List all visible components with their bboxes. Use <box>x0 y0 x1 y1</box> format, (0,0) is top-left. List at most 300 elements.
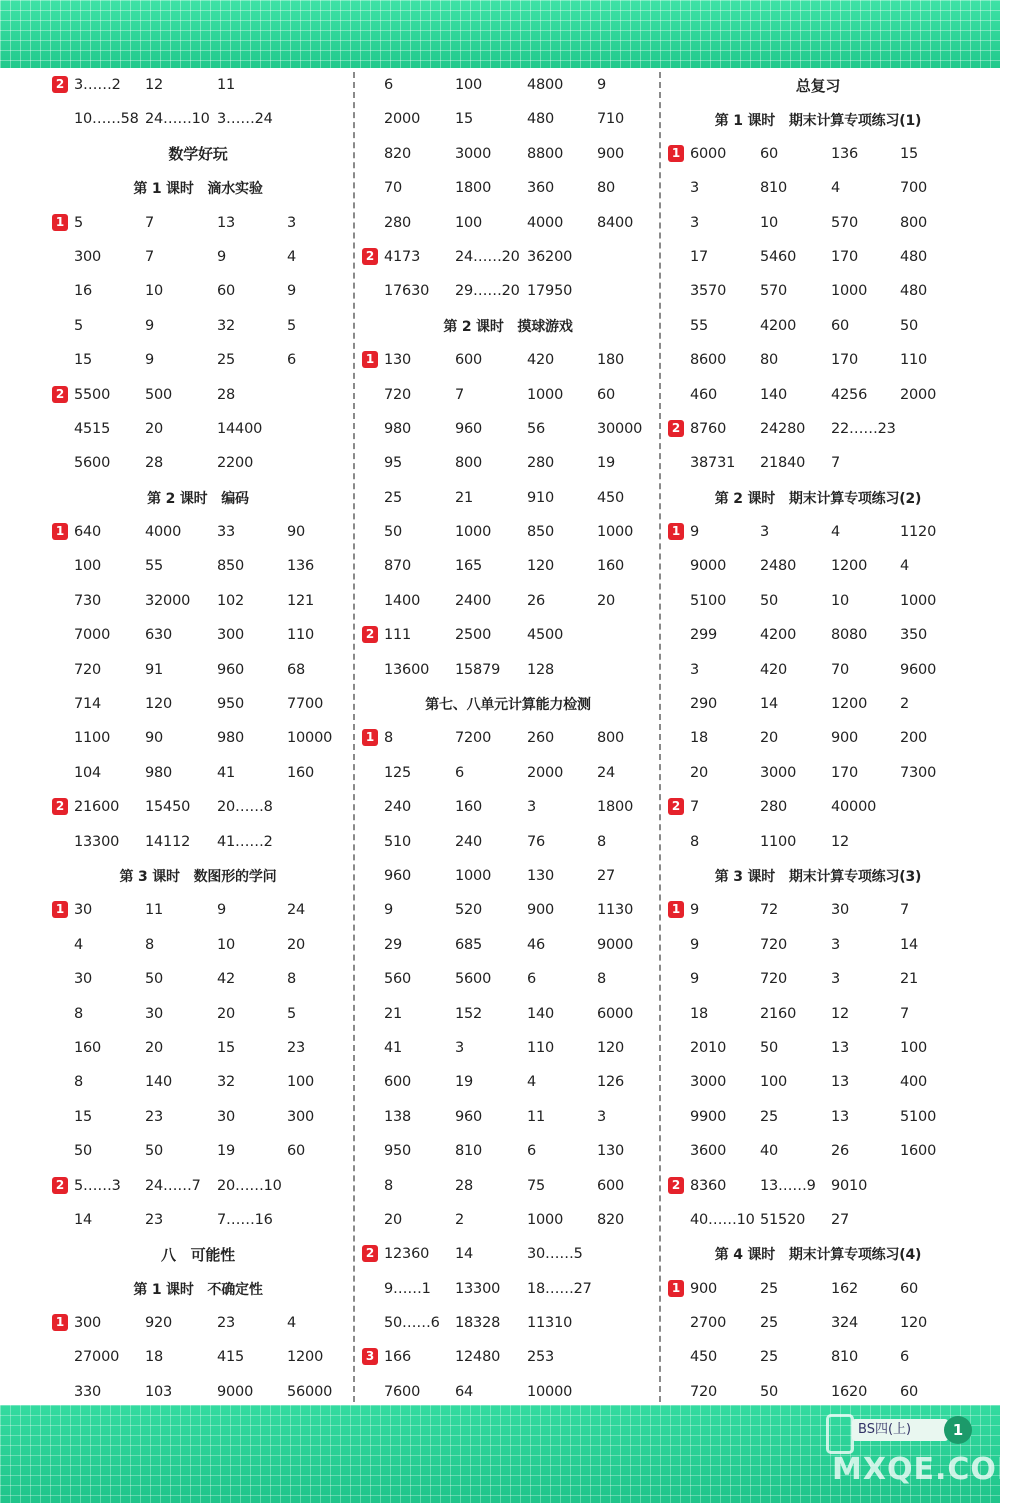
answer-value: 15 <box>217 1039 236 1056</box>
answer-value: 630 <box>145 627 173 644</box>
answer-value: 850 <box>527 524 555 541</box>
answer-value: 11 <box>145 902 164 919</box>
answer-value: 120 <box>527 558 555 575</box>
answer-value: 166 <box>384 1349 412 1366</box>
answer-value: 13 <box>831 1108 850 1125</box>
answer-value: 7000 <box>74 627 111 644</box>
answer-value: 27 <box>831 1211 850 1228</box>
answer-value: 4173 <box>384 248 421 265</box>
answer-row <box>362 825 654 859</box>
answer-value: 560 <box>384 971 412 988</box>
answer-value: 110 <box>527 1039 555 1056</box>
answer-value: 100 <box>455 77 483 93</box>
answer-value: 18 <box>690 730 709 747</box>
answer-value: 25 <box>384 489 403 506</box>
watermark-text: MXQE.COM <box>832 1452 1028 1487</box>
answer-value: 75 <box>527 1177 546 1194</box>
answer-row <box>52 274 344 308</box>
answer-value: 12360 <box>384 1246 430 1263</box>
answer-value: 520 <box>455 902 483 919</box>
answer-value: 415 <box>217 1349 245 1366</box>
answer-row <box>52 1340 344 1374</box>
answer-value: 32000 <box>145 592 191 609</box>
answer-row <box>668 1306 968 1340</box>
answer-value: 3……24 <box>217 111 273 128</box>
answer-value: 29 <box>384 936 403 953</box>
answer-value: 160 <box>597 558 625 575</box>
answer-row <box>52 343 344 377</box>
answer-row <box>668 997 968 1031</box>
section-heading: 八 可能性 <box>160 1245 235 1264</box>
answer-value: 2 <box>455 1211 465 1228</box>
answer-value: 50……6 <box>384 1315 440 1332</box>
answer-value: 330 <box>74 1383 102 1400</box>
answer-value: 60 <box>217 283 236 300</box>
answer-value: 21600 <box>74 799 120 816</box>
answer-value: 8 <box>287 971 297 988</box>
answer-row <box>362 721 654 755</box>
question-number-badge: 2 <box>52 386 68 403</box>
answer-value: 710 <box>597 111 625 128</box>
answer-value: 800 <box>455 455 483 472</box>
answer-value: 130 <box>384 352 412 369</box>
answer-row <box>52 756 344 790</box>
answer-value: 111 <box>384 627 412 644</box>
answer-row <box>52 825 344 859</box>
answer-value: 2700 <box>690 1315 727 1332</box>
section-heading: 第 2 课时 期末计算专项练习(2) <box>714 490 922 507</box>
answer-value: 18 <box>690 1005 709 1022</box>
answer-value: 126 <box>597 1074 625 1091</box>
answer-value: 1000 <box>455 524 492 541</box>
answer-value: 21 <box>384 1005 403 1022</box>
answer-value: 91 <box>145 661 164 678</box>
answer-value: 19 <box>455 1074 474 1091</box>
answer-value: 17 <box>690 248 709 265</box>
answer-value: 25 <box>760 1349 779 1366</box>
answer-value: 1600 <box>900 1143 937 1160</box>
answer-row <box>668 928 968 962</box>
answer-value: 570 <box>760 283 788 300</box>
answer-value: 8 <box>384 1177 394 1194</box>
answer-row <box>52 1065 344 1099</box>
answer-value: 13300 <box>74 833 120 850</box>
answer-value: 27000 <box>74 1349 120 1366</box>
answer-value: 450 <box>597 489 625 506</box>
answer-row <box>362 1031 654 1065</box>
answer-value: 800 <box>597 730 625 747</box>
answer-value: 570 <box>831 214 859 231</box>
answer-value: 17950 <box>527 283 573 300</box>
answer-value: 12 <box>145 77 164 93</box>
answer-value: 20 <box>217 1005 236 1022</box>
answer-value: 41 <box>384 1039 403 1056</box>
section-heading: 第 2 课时 编码 <box>147 490 249 507</box>
answer-value: 1200 <box>831 558 868 575</box>
answer-value: 3 <box>287 214 297 231</box>
question-number-badge: 1 <box>362 351 378 368</box>
answer-row <box>362 962 654 996</box>
answer-value: 180 <box>597 352 625 369</box>
answer-value: 290 <box>690 696 718 713</box>
answer-value: 23 <box>217 1315 236 1332</box>
answer-row <box>362 1203 654 1237</box>
answer-row <box>362 893 654 927</box>
answer-value: 30 <box>145 1005 164 1022</box>
answer-value: 300 <box>74 1315 102 1332</box>
answer-value: 25 <box>760 1315 779 1332</box>
answer-value: 22……23 <box>831 420 896 437</box>
answer-row <box>362 1306 654 1340</box>
answer-value: 480 <box>900 248 928 265</box>
answer-value: 165 <box>455 558 483 575</box>
answer-value: 26 <box>527 592 546 609</box>
answer-value: 900 <box>831 730 859 747</box>
answer-value: 600 <box>597 1177 625 1194</box>
answer-value: 10 <box>760 214 779 231</box>
answer-value: 3 <box>831 971 841 988</box>
answer-row <box>52 515 344 549</box>
answer-value: 100 <box>900 1039 928 1056</box>
answer-value: 9 <box>690 936 700 953</box>
answer-value: 55 <box>690 317 709 334</box>
question-number-badge: 2 <box>668 798 684 815</box>
answer-value: 4 <box>831 180 841 197</box>
answer-value: 600 <box>384 1074 412 1091</box>
answer-value: 25 <box>760 1280 779 1297</box>
answer-row <box>52 1100 344 1134</box>
answer-value: 15 <box>74 352 93 369</box>
answer-value: 120 <box>145 696 173 713</box>
answer-row <box>668 378 968 412</box>
answer-value: 100 <box>74 558 102 575</box>
answer-value: 17630 <box>384 283 430 300</box>
answer-value: 9 <box>597 77 607 93</box>
answer-value: 1800 <box>455 180 492 197</box>
answer-value: 16 <box>74 283 93 300</box>
answer-value: 19 <box>217 1143 236 1160</box>
answer-row <box>362 446 654 480</box>
answer-value: 120 <box>900 1315 928 1332</box>
answer-value: 2000 <box>384 111 421 128</box>
answer-value: 19 <box>597 455 616 472</box>
answer-value: 460 <box>690 386 718 403</box>
answer-value: 9 <box>217 248 227 265</box>
answer-value: 910 <box>527 489 555 506</box>
answer-value: 8 <box>145 936 155 953</box>
answer-value: 714 <box>74 696 102 713</box>
question-number-badge: 1 <box>668 1280 684 1297</box>
answer-value: 50 <box>384 524 403 541</box>
answer-value: 11310 <box>527 1315 573 1332</box>
answer-value: 4 <box>74 936 84 953</box>
answer-value: 104 <box>74 764 102 781</box>
answer-value: 20 <box>384 1211 403 1228</box>
answer-value: 1100 <box>74 730 111 747</box>
answer-value: 120 <box>597 1039 625 1056</box>
answer-value: 6 <box>287 352 297 369</box>
answer-value: 810 <box>831 1349 859 1366</box>
answer-value: 820 <box>384 145 412 162</box>
question-number-badge: 2 <box>52 798 68 815</box>
answer-value: 9 <box>145 352 155 369</box>
answer-value: 12 <box>831 833 850 850</box>
section-heading: 第 2 课时 摸球游戏 <box>443 318 573 335</box>
answer-value: 240 <box>455 833 483 850</box>
answer-value: 24280 <box>760 420 806 437</box>
answer-value: 72 <box>760 902 779 919</box>
answer-value: 2000 <box>900 386 937 403</box>
answer-row <box>668 446 968 480</box>
answer-value: 9 <box>690 524 700 541</box>
answer-value: 14 <box>74 1211 93 1228</box>
answer-row <box>52 653 344 687</box>
answer-value: 4 <box>527 1074 537 1091</box>
answer-row <box>362 343 654 377</box>
answer-value: 720 <box>74 661 102 678</box>
answer-value: 640 <box>74 524 102 541</box>
question-number-badge: 2 <box>668 1177 684 1194</box>
answer-value: 9 <box>690 902 700 919</box>
answer-value: 13300 <box>455 1280 501 1297</box>
answer-value: 14 <box>455 1246 474 1263</box>
answer-value: 600 <box>455 352 483 369</box>
answer-value: 25 <box>760 1108 779 1125</box>
answer-value: 136 <box>831 145 859 162</box>
answer-value: 5600 <box>455 971 492 988</box>
answer-value: 100 <box>287 1074 315 1091</box>
answer-value: 56 <box>527 420 546 437</box>
section-heading: 第 4 课时 期末计算专项练习(4) <box>714 1247 922 1264</box>
answer-value: 5100 <box>900 1108 937 1125</box>
answer-row <box>362 618 654 652</box>
answer-value: 420 <box>760 661 788 678</box>
answer-row <box>668 1134 968 1168</box>
answer-value: 299 <box>690 627 718 644</box>
answer-value: 324 <box>831 1315 859 1332</box>
answer-value: 30 <box>217 1108 236 1125</box>
answer-value: 160 <box>287 764 315 781</box>
answer-row <box>362 584 654 618</box>
answer-value: 810 <box>760 180 788 197</box>
answer-value: 360 <box>527 180 555 197</box>
answer-value: 20 <box>145 1039 164 1056</box>
answer-value: 33 <box>217 524 236 541</box>
question-number-badge: 2 <box>362 248 378 265</box>
answer-value: 100 <box>455 214 483 231</box>
answer-row <box>668 687 968 721</box>
answer-row <box>52 1203 344 1237</box>
answer-value: 4200 <box>760 317 797 334</box>
answer-row <box>362 68 654 102</box>
answer-value: 130 <box>527 867 555 884</box>
answer-value: 9 <box>384 902 394 919</box>
answer-value: 3 <box>831 936 841 953</box>
answer-value: 24……7 <box>145 1177 201 1194</box>
answer-row <box>668 1169 968 1203</box>
question-number-badge: 1 <box>52 901 68 918</box>
column-divider <box>659 72 661 1402</box>
answer-value: 280 <box>384 214 412 231</box>
answer-value: 80 <box>597 180 616 197</box>
answer-row <box>362 412 654 446</box>
answer-value: 60 <box>760 145 779 162</box>
answer-row <box>52 790 344 824</box>
answer-value: 510 <box>384 833 412 850</box>
answer-value: 8 <box>74 1005 84 1022</box>
answer-value: 36200 <box>527 248 573 265</box>
answer-value: 3 <box>690 214 700 231</box>
answer-row <box>668 584 968 618</box>
answer-value: 950 <box>384 1143 412 1160</box>
answer-value: 10000 <box>287 730 333 747</box>
answer-value: 280 <box>760 799 788 816</box>
answer-value: 1000 <box>455 867 492 884</box>
answer-value: 6 <box>900 1349 910 1366</box>
answer-value: 850 <box>217 558 245 575</box>
answer-value: 76 <box>527 833 546 850</box>
answer-value: 730 <box>74 592 102 609</box>
answer-row <box>668 1203 968 1237</box>
answer-value: 80 <box>760 352 779 369</box>
answer-value: 9 <box>217 902 227 919</box>
answer-value: 2010 <box>690 1039 727 1056</box>
section-heading: 第 3 课时 期末计算专项练习(3) <box>714 869 922 886</box>
answer-value: 15 <box>74 1108 93 1125</box>
section-heading: 第 3 课时 数图形的学问 <box>119 869 277 886</box>
answer-value: 11 <box>527 1108 546 1125</box>
answer-column-2 <box>362 68 654 1405</box>
answer-value: 1000 <box>900 592 937 609</box>
answer-row <box>52 962 344 996</box>
answer-value: 50 <box>760 1039 779 1056</box>
answer-value: 24……10 <box>145 111 210 128</box>
answer-value: 9000 <box>597 936 634 953</box>
answer-value: 20 <box>287 936 306 953</box>
answer-value: 900 <box>597 145 625 162</box>
answer-value: 15879 <box>455 661 501 678</box>
answer-value: 870 <box>384 558 412 575</box>
answer-value: 136 <box>287 558 315 575</box>
answer-value: 4200 <box>760 627 797 644</box>
book-edition-label: BS四(上) <box>852 1419 948 1441</box>
answer-value: 9600 <box>900 661 937 678</box>
answer-value: 480 <box>527 111 555 128</box>
answer-value: 1800 <box>597 799 634 816</box>
question-number-badge: 2 <box>668 420 684 437</box>
answer-value: 14112 <box>145 833 191 850</box>
answer-value: 13 <box>217 214 236 231</box>
answer-value: 15 <box>455 111 474 128</box>
answer-value: 110 <box>287 627 315 644</box>
answer-value: 4000 <box>145 524 182 541</box>
answer-value: 450 <box>690 1349 718 1366</box>
answer-value: 1200 <box>831 696 868 713</box>
answer-value: 51520 <box>760 1211 806 1228</box>
answer-value: 810 <box>455 1143 483 1160</box>
answer-value: 7 <box>900 1005 910 1022</box>
answer-value: 15450 <box>145 799 191 816</box>
answer-value: 3000 <box>455 145 492 162</box>
answer-value: 1120 <box>900 524 937 541</box>
answer-row <box>668 1065 968 1099</box>
answer-value: 9010 <box>831 1177 868 1194</box>
answer-value: 10000 <box>527 1383 573 1400</box>
answer-value: 6 <box>527 1143 537 1160</box>
answer-value: 2 <box>900 696 910 713</box>
question-number-badge: 1 <box>668 901 684 918</box>
answer-value: 41 <box>217 764 236 781</box>
answer-value: 3570 <box>690 283 727 300</box>
answer-value: 6 <box>527 971 537 988</box>
answer-row <box>362 274 654 308</box>
answer-value: 60 <box>831 317 850 334</box>
answer-row <box>52 549 344 583</box>
answer-row <box>362 653 654 687</box>
answer-value: 2160 <box>760 1005 797 1022</box>
answer-value: 1400 <box>384 592 421 609</box>
answer-row <box>668 893 968 927</box>
answer-value: 20 <box>690 764 709 781</box>
answer-value: 8760 <box>690 420 727 437</box>
answer-value: 9 <box>287 283 297 300</box>
answer-value: 38731 <box>690 455 736 472</box>
answer-value: 1000 <box>527 1211 564 1228</box>
answer-value: 960 <box>455 420 483 437</box>
answer-value: 138 <box>384 1108 412 1125</box>
answer-row <box>52 309 344 343</box>
answer-value: 14400 <box>217 420 263 437</box>
answer-value: 5……3 <box>74 1177 121 1194</box>
answer-value: 3600 <box>690 1143 727 1160</box>
question-number-badge: 1 <box>362 729 378 746</box>
answer-value: 20 <box>145 420 164 437</box>
answer-value: 280 <box>527 455 555 472</box>
answer-row <box>362 928 654 962</box>
answer-row <box>668 653 968 687</box>
answer-value: 23 <box>145 1108 164 1125</box>
answer-row <box>52 68 344 102</box>
section-heading: 总复习 <box>795 76 841 95</box>
answer-value: 13 <box>831 1074 850 1091</box>
answer-value: 9 <box>145 317 155 334</box>
answer-value: 14 <box>760 696 779 713</box>
answer-row <box>362 790 654 824</box>
answer-value: 7 <box>900 902 910 919</box>
answer-value: 32 <box>217 317 236 334</box>
answer-value: 5 <box>74 317 84 334</box>
answer-value: 32 <box>217 1074 236 1091</box>
answer-value: 1200 <box>287 1349 324 1366</box>
column-divider <box>353 72 355 1402</box>
answer-value: 7300 <box>900 764 937 781</box>
answer-value: 9900 <box>690 1108 727 1125</box>
answer-row <box>668 962 968 996</box>
answer-value: 55 <box>145 558 164 575</box>
answer-value: 4500 <box>527 627 564 644</box>
answer-value: 42 <box>217 971 236 988</box>
answer-value: 50 <box>74 1143 93 1160</box>
answer-value: 64 <box>455 1383 474 1400</box>
answer-value: 4 <box>831 524 841 541</box>
answer-value: 140 <box>527 1005 555 1022</box>
answer-value: 5 <box>74 214 84 231</box>
answer-value: 2400 <box>455 592 492 609</box>
section-heading: 数学好玩 <box>168 145 228 164</box>
answer-value: 6000 <box>690 145 727 162</box>
answer-value: 350 <box>900 627 928 644</box>
answer-value: 9 <box>690 971 700 988</box>
